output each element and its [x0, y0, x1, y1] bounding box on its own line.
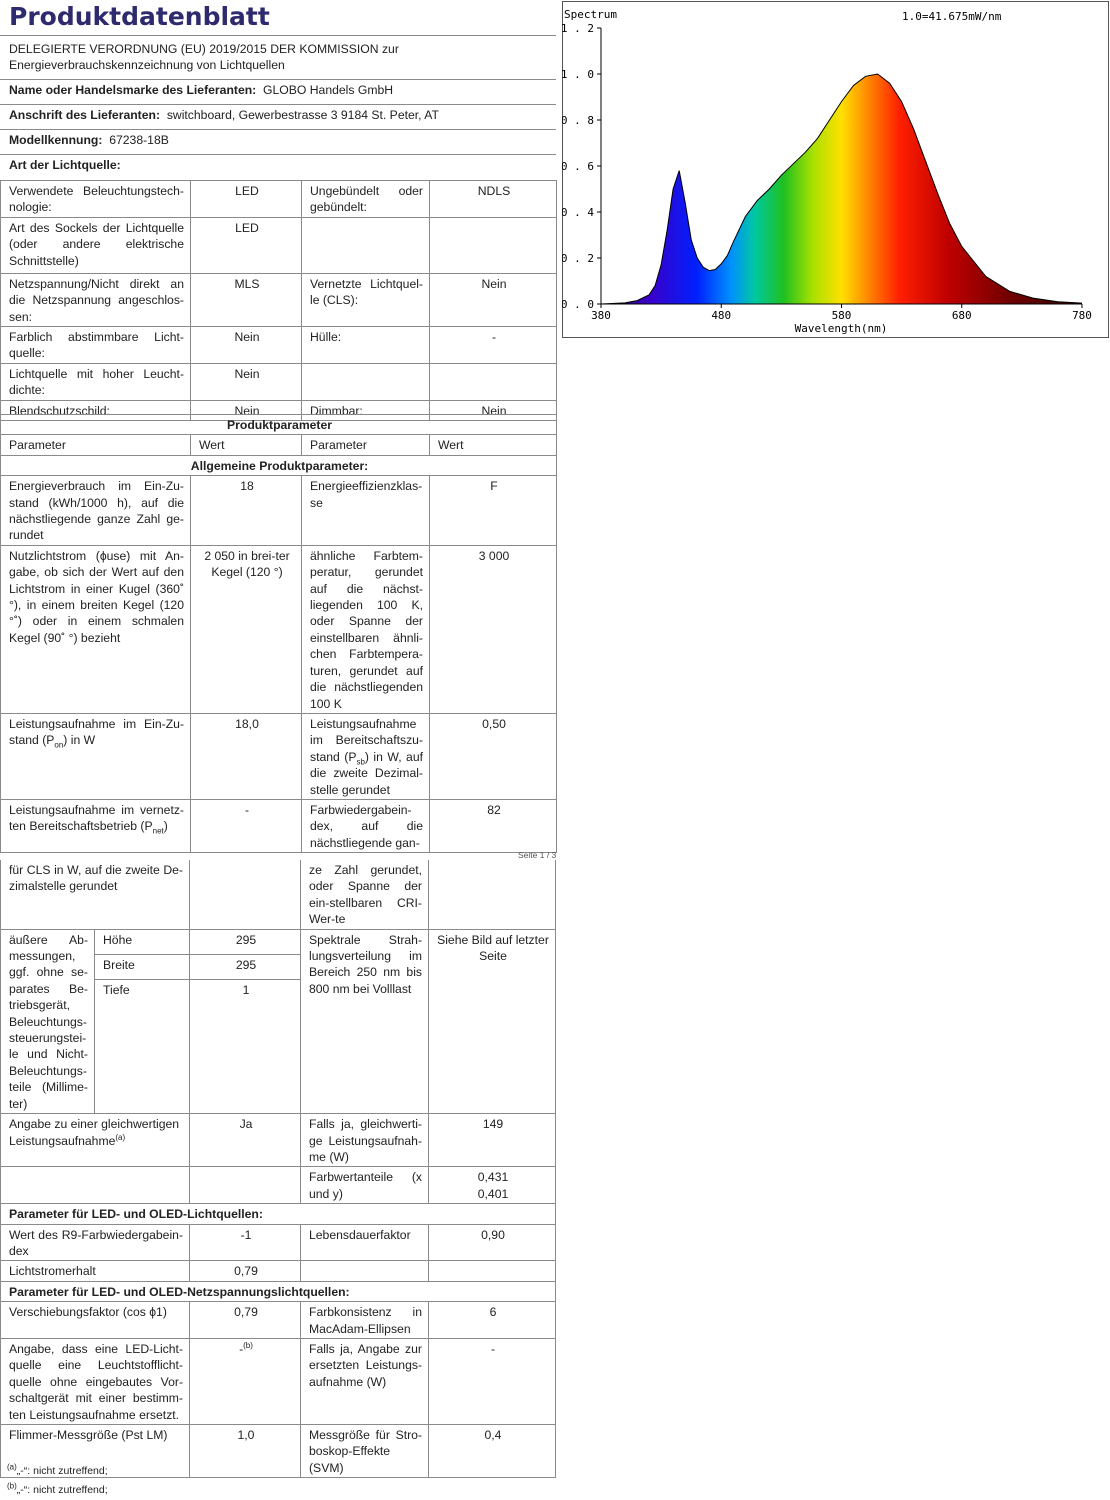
light-source-type-label: Art der Lichtquelle: — [9, 158, 121, 172]
empty-cell — [429, 1261, 556, 1281]
power-on-label: Leistungsaufnahme im Ein-Zu-stand $(P_{on})$ in W — [1, 713, 191, 799]
property-value: Nein — [191, 400, 302, 420]
property-value — [430, 363, 557, 400]
property-label — [302, 363, 430, 400]
equivalent-power-w-value: 149 — [429, 1114, 556, 1167]
equivalent-power-w-label: Falls ja, gleichwerti-ge Leistungsaufnah-me (W) — [301, 1114, 429, 1167]
dimensions-label: äußere Ab-messungen, ggf. ohne se-parates Be-triebsgerät, Beleuchtungs-steuerungstei-le und Nicht-Beleuchtungs-teile (Millime-ter) — [1, 929, 95, 1113]
x-axis-label: Wavelength(nm) — [794, 322, 888, 335]
networked-standby-value: - — [191, 799, 302, 852]
equivalent-power-value: Ja — [190, 1114, 301, 1167]
property-value: - — [430, 327, 557, 364]
chart-title: Spectrum — [564, 8, 617, 21]
property-label: Farblich abstimmbare Licht-quelle: — [1, 327, 191, 364]
displacement-factor-value: 0,79 — [190, 1302, 301, 1339]
footnote-b: $^{(b)}$„-“: nicht zutreffend; — [7, 1481, 108, 1496]
standby-power-value: 0,50 — [430, 713, 557, 799]
empty-cell — [429, 860, 556, 929]
property-value: Nein — [191, 327, 302, 364]
empty-cell — [190, 1167, 301, 1204]
spectral-label: Spektrale Strah-lungsverteilung im Bereich 250 nm bis 800 nm bei Volllast — [301, 929, 429, 1113]
chart-annotation: 1.0=41.675mW/nm — [902, 10, 1002, 23]
dim-value-height: 295 — [190, 929, 301, 954]
divider — [0, 35, 556, 36]
dim-value-width: 295 — [190, 954, 301, 979]
macadam-value: 6 — [429, 1302, 556, 1339]
x-tick-label: 680 — [951, 309, 972, 322]
replacement-power-label: Falls ja, Angabe zur ersetzten Leistungs-aufnahme (W) — [301, 1338, 429, 1424]
property-label: Blendschutzschild: — [1, 400, 191, 420]
replacement-power-value: - — [429, 1338, 556, 1424]
parameter-label: ähnliche Farbtem-peratur, gerundet auf die nächst-liegenden 100 K, oder Spanne der einstellbaren ähnli-chen Farbtempera-turen, gerundet auf die nächstliegenden 100 K — [302, 545, 430, 713]
lifetime-factor-label: Lebensdauerfaktor — [301, 1224, 429, 1261]
y-tick-label: 1 . 0 — [562, 68, 594, 81]
displacement-factor-label: Verschiebungsfaktor (cos ϕ1) — [1, 1302, 190, 1339]
r9-label: Wert des R9-Farbwiedergabein-dex — [1, 1224, 190, 1261]
page-number: Seite 1 / 3 — [518, 850, 557, 860]
x-tick-label: 780 — [1072, 309, 1092, 322]
power-on-value: 18,0 — [191, 713, 302, 799]
parameter-value: 2 050 in brei-ter Kegel (120 °) — [191, 545, 302, 713]
empty-cell — [190, 860, 301, 929]
parameter-value: 18 — [191, 476, 302, 546]
divider — [0, 154, 556, 155]
empty-cell — [301, 1261, 429, 1281]
r9-value: -1 — [190, 1224, 301, 1261]
y-tick-label: 0 . 2 — [562, 252, 594, 265]
flicker-label: Flimmer-Messgröße (Pst LM) — [1, 1425, 190, 1478]
spectrum-chart — [562, 1, 1110, 339]
chromaticity-value: 0,431 0,401 — [429, 1167, 556, 1204]
property-value: LED — [191, 217, 302, 273]
y-tick-label: 0 . 4 — [562, 206, 594, 219]
property-value: NDLS — [430, 181, 557, 218]
model-value: 67238-18B — [109, 133, 169, 147]
light-source-table — [0, 180, 557, 421]
property-value: Nein — [430, 400, 557, 420]
divider — [0, 104, 556, 105]
property-label: Ungebündelt oder gebündelt: — [302, 181, 430, 218]
general-params-title: Allgemeine Produktparameter: — [1, 455, 557, 475]
dim-value-depth: 1 — [190, 980, 301, 1114]
property-label: Hülle: — [302, 327, 430, 364]
replacement-value: -$^{(b)}$ — [190, 1338, 301, 1424]
divider — [0, 129, 556, 130]
property-label: Vernetzte Lichtquel-le (CLS): — [302, 273, 430, 326]
property-label: Art des Sockels der Lichtquelle (oder andere elektrische Schnittstelle) — [1, 217, 191, 273]
flicker-value: 1,0 — [190, 1425, 301, 1478]
property-label: Lichtquelle mit hoher Leucht-dichte: — [1, 363, 191, 400]
replacement-label: Angabe, dass eine LED-Licht-quelle eine Leuchtstofflicht-quelle ohne eingebautes Vor-schaltgerät mit einer bestimm-ten Leistungsaufnahme ersetzt. — [1, 1338, 190, 1424]
continued-params-table — [0, 860, 556, 1478]
networked-standby-label: Leistungsaufnahme im vernetz-ten Bereitschaftsbetrieb $(P_{net})$ — [1, 799, 191, 852]
divider — [0, 79, 556, 80]
cri-value: 82 — [430, 799, 557, 852]
intro-line-2: Energieverbrauchskennzeichnung von Lichtquellen — [9, 58, 285, 72]
parameter-value: F — [430, 476, 557, 546]
property-label: Dimmbar: — [302, 400, 430, 420]
supplier-address-row — [9, 107, 439, 123]
led-params-title: Parameter für LED- und OLED-Lichtquellen: — [1, 1204, 556, 1224]
page-title: Produktdatenblatt — [9, 2, 270, 31]
dim-label-width: Breite — [95, 954, 190, 979]
supplier-name-row — [9, 82, 393, 98]
property-value: Nein — [430, 273, 557, 326]
cri-label-part2: ze Zahl gerundet, oder Spanne der ein-stellbaren CRI-Wer-te — [301, 860, 429, 929]
macadam-label: Farbkonsistenz in MacAdam-Ellipsen — [301, 1302, 429, 1339]
model-row — [9, 132, 169, 148]
y-tick-label: 0 . 8 — [562, 114, 594, 127]
property-label: Netzspannung/Nicht direkt an die Netzspannung angeschlos-sen: — [1, 273, 191, 326]
svm-value: 0,4 — [429, 1425, 556, 1478]
svm-label: Messgröße für Stro-boskop-Effekte (SVM) — [301, 1425, 429, 1478]
supplier-name-label: Name oder Handelsmarke des Lieferanten: — [9, 83, 257, 97]
spectral-value: Siehe Bild auf letzter Seite — [429, 929, 556, 1113]
dim-label-height: Höhe — [95, 929, 190, 954]
property-value: Nein — [191, 363, 302, 400]
col-header-value: Wert — [191, 435, 302, 455]
standby-power-label: Leistungsaufnahme im Bereitschaftszu-stand $(P_{sb})$ in W, auf die zweite Dezimal-stelle gerundet — [302, 713, 430, 799]
chromaticity-label: Farbwertanteile (x und y) — [301, 1167, 429, 1204]
lumen-maintenance-label: Lichtstromerhalt — [1, 1261, 190, 1281]
supplier-address-label: Anschrift des Lieferanten: — [9, 108, 161, 122]
product-params-title: Produktparameter — [1, 415, 557, 435]
col-header-param: Parameter — [1, 435, 191, 455]
y-tick-label: 0 . 6 — [562, 160, 594, 173]
cri-label-part1: Farbwiedergabein-dex, auf die nächstliegende gan- — [302, 799, 430, 852]
parameter-label: Energieverbrauch im Ein-Zu-stand (kWh/1000 h), auf die nächstliegende ganze Zahl ge-rundet — [1, 476, 191, 546]
x-tick-label: 480 — [711, 309, 732, 322]
footnote-a: $^{(a)}$„-“: nicht zutreffend; — [7, 1462, 108, 1477]
parameter-value: 3 000 — [430, 545, 557, 713]
parameter-label: Energieeffizienzklas-se — [302, 476, 430, 546]
empty-cell — [1, 1167, 190, 1204]
y-tick-label: 0 . 0 — [562, 298, 594, 311]
lumen-maintenance-value: 0,79 — [190, 1261, 301, 1281]
supplier-address-value: switchboard, Gewerbestrasse 3 9184 St. Peter, AT — [166, 108, 439, 122]
model-label: Modellkennung: — [9, 133, 103, 147]
property-label: Verwendete Beleuchtungstech-nologie: — [1, 181, 191, 218]
property-value: LED — [191, 181, 302, 218]
property-label — [302, 217, 430, 273]
property-value — [430, 217, 557, 273]
mains-params-title: Parameter für LED- und OLED-Netzspannungslichtquellen: — [1, 1281, 556, 1301]
lifetime-factor-value: 0,90 — [429, 1224, 556, 1261]
equivalent-power-label: Angabe zu einer gleichwertigen Leistungsaufnahme$^{(a)}$ — [1, 1114, 190, 1167]
col-header-param: Parameter — [302, 435, 430, 455]
x-tick-label: 580 — [831, 309, 852, 322]
intro-line-1: DELEGIERTE VERORDNUNG (EU) 2019/2015 DER KOMMISSION zur — [9, 42, 399, 56]
parameter-label: Nutzlichtstrom (ϕuse) mit An-gabe, ob sich der Wert auf den Lichtstrom in einer Kugel (360˚ °), in einem breiten Kegel (120 °˚) oder in einem schmalen Kegel (90˚ °) bezieht — [1, 545, 191, 713]
product-params-table — [0, 414, 557, 853]
y-tick-label: 1 . 2 — [562, 22, 594, 35]
x-tick-label: 380 — [591, 309, 611, 322]
supplier-name-value: GLOBO Handels GmbH — [263, 83, 394, 97]
spectrum-svg — [562, 1, 1110, 339]
networked-standby-cont: für CLS in W, auf die zweite De-zimalstelle gerundet — [1, 860, 190, 929]
dim-label-depth: Tiefe — [95, 980, 190, 1114]
col-header-value: Wert — [430, 435, 557, 455]
property-value: MLS — [191, 273, 302, 326]
